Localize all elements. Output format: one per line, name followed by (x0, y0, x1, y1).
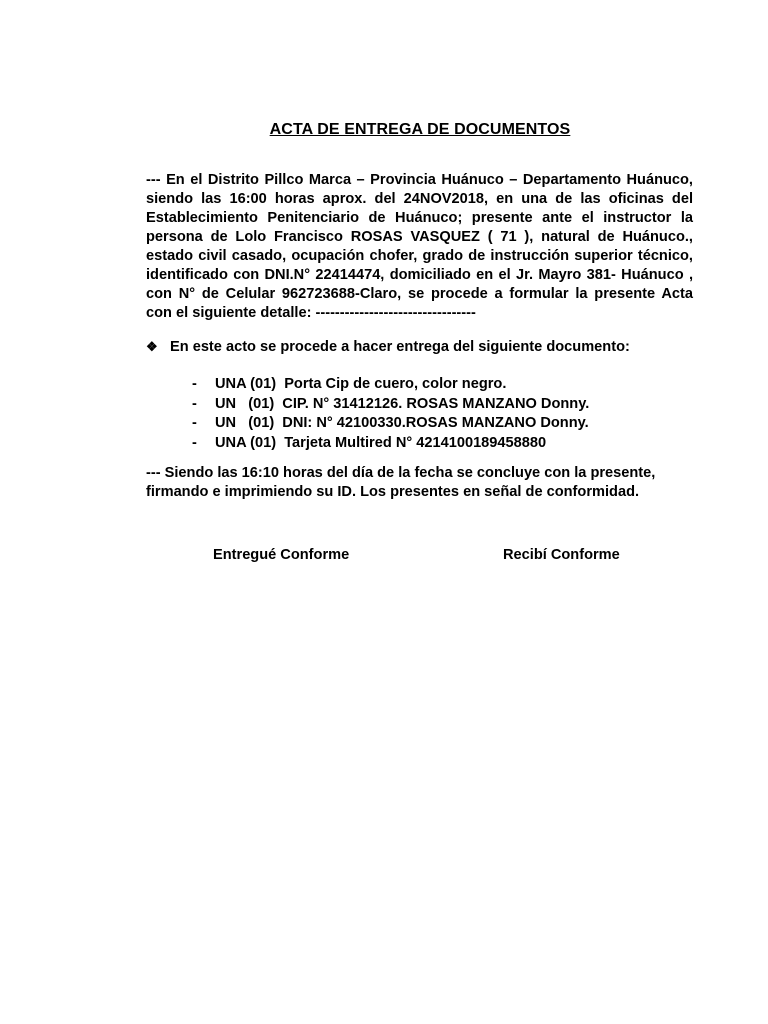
signature-left: Entregué Conforme (213, 547, 350, 563)
closing-paragraph: --- Siendo las 16:10 horas del día de la fecha se concluye con la presente, firmando e imprimiendo su ID. Los presentes en señal de conformidad. (146, 465, 656, 500)
signature-right: Recibí Conforme (503, 547, 620, 563)
list-item-text: UN (01) DNI: N° 42100330.ROSAS MANZANO Donny. (215, 415, 589, 431)
dash-marker: - (192, 395, 197, 412)
bullet-statement (146, 337, 706, 357)
dash-marker: - (192, 376, 197, 392)
list-item (192, 434, 589, 454)
diamond-bullet-icon: ❖ (146, 339, 158, 354)
list-item-text: UN (01) CIP. N° 31412126. ROSAS MANZANO Donny. (215, 395, 590, 412)
list-item (192, 395, 589, 415)
list-item-text: UNA (01) Porta Cip de cuero, color negro. (215, 376, 507, 392)
list-item (192, 375, 589, 395)
dash-marker: - (192, 415, 197, 431)
list-item (192, 414, 589, 434)
document-title: ACTA DE ENTREGA DE DOCUMENTOS (269, 121, 571, 138)
dash-marker: - (192, 434, 197, 451)
intro-paragraph: --- En el Distrito Pillco Marca – Provincia Huánuco – Departamento Huánuco, siendo las 16:00 horas aprox. del 24NOV2018, en una de las oficinas del Establecimiento Penitenciario de Huánuco; presente ante el instructor la persona de Lolo Francisco ROSAS VASQUEZ ( 71 ), natural de Huánuco., estado civil casado, ocupación chofer, grado de instrucción superior técnico, identificado con DNI.N° 22414474, domiciliado en el Jr. Mayro 381- Huánuco , con N° de Celular 962723688-Claro, se procede a formular la presente Acta con el siguiente detalle: --------------------------------- (146, 172, 693, 321)
list-item-text: UNA (01) Tarjeta Multired N° 4214100189458880 (215, 434, 547, 451)
delivered-items-list (192, 375, 589, 453)
bullet-statement-text: En este acto se procede a hacer entrega del siguiente documento: (170, 339, 630, 355)
